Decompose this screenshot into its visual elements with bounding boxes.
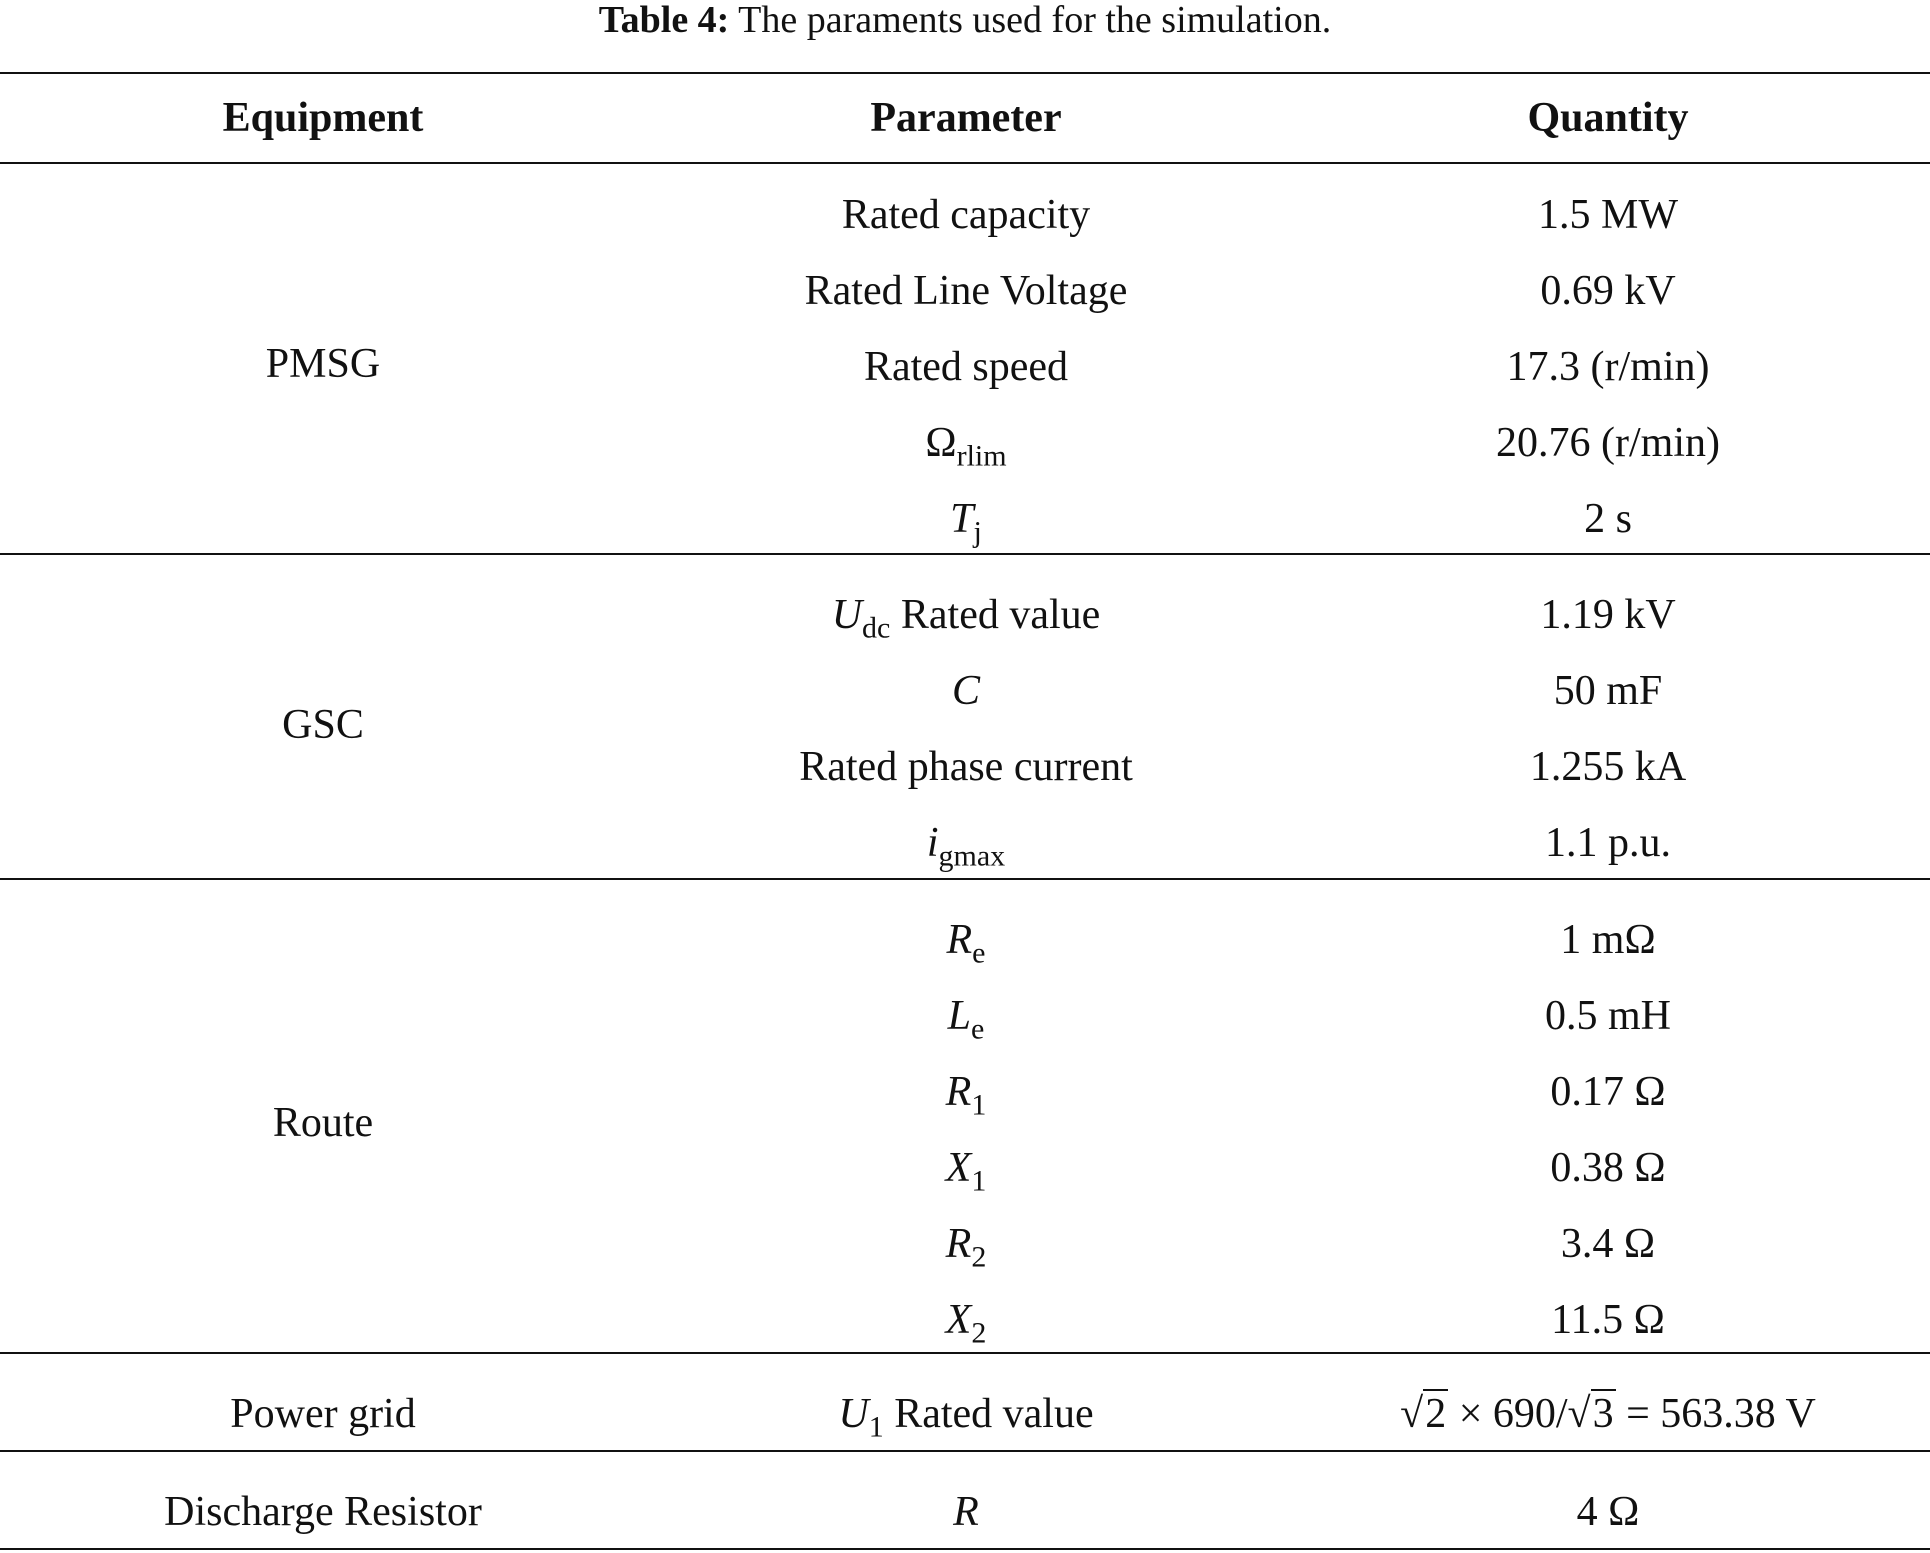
formula-tail: = 563.38 V: [1615, 1391, 1816, 1437]
table-row: [0, 1295, 1930, 1350]
table-row: [0, 1389, 1930, 1444]
subscript-j: j: [973, 515, 982, 549]
value-c: 50 mF: [1553, 668, 1663, 714]
power-grid-rule: [0, 1450, 1930, 1452]
param-r2: [646, 1219, 1286, 1274]
value-re: 1 mΩ: [1560, 917, 1656, 963]
caption-label: Table 4:: [598, 0, 730, 41]
udc-suffix: Rated value: [890, 592, 1101, 638]
symbol-t: T: [950, 496, 974, 542]
table-row: [0, 818, 1930, 873]
top-rule: [0, 72, 1930, 74]
subscript-gmax: gmax: [938, 839, 1006, 873]
param-tj: [646, 494, 1286, 549]
symbol-r: R: [946, 917, 973, 963]
param-rated-line-voltage: Rated Line Voltage: [804, 268, 1128, 314]
group-power-grid: Power grid: [230, 1391, 416, 1437]
subscript-e: e: [972, 936, 986, 970]
subscript-1: 1: [868, 1410, 884, 1444]
param-re: [646, 915, 1286, 970]
value-omega-rlim: 20.76 (r/min): [1496, 420, 1720, 466]
value-rated-capacity: 1.5 MW: [1538, 192, 1678, 238]
value-u1: [1286, 1389, 1930, 1439]
bottom-rule: [0, 1548, 1930, 1550]
table-row: [0, 342, 1930, 392]
value-x2: 11.5 Ω: [1551, 1297, 1665, 1343]
gsc-rule: [0, 878, 1930, 880]
symbol-i: i: [926, 820, 939, 866]
symbol-omega: Ω: [925, 420, 957, 466]
table-row: [0, 266, 1930, 316]
subscript-rlim: rlim: [956, 439, 1007, 473]
radicand-2: 2: [1425, 1391, 1447, 1437]
value-rated-line-voltage: 0.69 kV: [1540, 268, 1676, 314]
table-row: [0, 418, 1930, 473]
symbol-r: R: [945, 1069, 972, 1115]
group-discharge-resistor: Discharge Resistor: [164, 1489, 482, 1535]
table-row: [0, 590, 1930, 645]
subscript-1: 1: [971, 1088, 987, 1122]
table-header: [0, 93, 1930, 143]
group-pmsg: PMSG: [265, 341, 381, 387]
symbol-c: C: [951, 668, 980, 714]
symbol-l: L: [947, 993, 972, 1039]
param-omega-rlim: [646, 418, 1286, 473]
table-row: [0, 915, 1930, 970]
value-udc: 1.19 kV: [1540, 592, 1676, 638]
subscript-dc: dc: [862, 611, 891, 645]
param-rated-speed: Rated speed: [863, 344, 1069, 390]
value-rated-speed: 17.3 (r/min): [1506, 344, 1710, 390]
table-row: [0, 666, 1930, 716]
symbol-r: R: [953, 1489, 979, 1535]
subscript-2: 2: [971, 1316, 987, 1350]
symbol-u: U: [838, 1391, 869, 1437]
param-le: [646, 991, 1286, 1046]
table-row: [0, 742, 1930, 792]
header-quantity: Quantity: [1527, 95, 1689, 141]
param-u1: [646, 1389, 1286, 1444]
table-caption: [0, 0, 1930, 40]
value-x1: 0.38 Ω: [1550, 1145, 1666, 1191]
subscript-1: 1: [971, 1164, 987, 1198]
value-rated-phase-current: 1.255 kA: [1529, 744, 1687, 790]
table-row: [0, 190, 1930, 240]
value-tj: 2 s: [1584, 496, 1632, 542]
value-r1: 0.17 Ω: [1550, 1069, 1666, 1115]
header-equipment: Equipment: [222, 95, 424, 141]
sqrt-sign: √: [1567, 1391, 1591, 1437]
param-rated-phase-current: Rated phase current: [799, 744, 1133, 790]
table-row: [0, 494, 1930, 549]
table-row: [0, 1487, 1930, 1537]
caption-text: The paraments used for the simulation.: [729, 0, 1332, 41]
radicand-3: 3: [1592, 1391, 1614, 1437]
sqrt-sign: √: [1400, 1391, 1424, 1437]
group-gsc: GSC: [282, 702, 364, 748]
subscript-e: e: [971, 1012, 985, 1046]
param-rated-capacity: Rated capacity: [841, 192, 1091, 238]
group-route: Route: [272, 1100, 374, 1146]
header-rule: [0, 162, 1930, 164]
table-row: [0, 1067, 1930, 1122]
formula-middle: × 690/: [1448, 1391, 1568, 1437]
table-row: [0, 991, 1930, 1046]
param-r: [646, 1487, 1286, 1537]
param-r1: [646, 1067, 1286, 1122]
sqrt-2: [1400, 1389, 1448, 1439]
param-x2: [646, 1295, 1286, 1350]
table-row: [0, 1143, 1930, 1198]
value-r: 4 Ω: [1576, 1489, 1640, 1535]
symbol-x: X: [945, 1145, 972, 1191]
symbol-u: U: [831, 592, 863, 638]
symbol-x: X: [945, 1297, 972, 1343]
param-udc: [646, 590, 1286, 645]
param-c: [646, 666, 1286, 716]
header-parameter: Parameter: [870, 95, 1062, 141]
subscript-2: 2: [971, 1240, 987, 1274]
value-le: 0.5 mH: [1545, 993, 1671, 1039]
sqrt-3: [1568, 1389, 1616, 1439]
pmsg-rule: [0, 553, 1930, 555]
param-igmax: [646, 818, 1286, 873]
symbol-r: R: [945, 1221, 972, 1267]
param-x1: [646, 1143, 1286, 1198]
route-rule: [0, 1352, 1930, 1354]
value-igmax: 1.1 p.u.: [1545, 820, 1671, 866]
u1-suffix: Rated value: [883, 1391, 1094, 1437]
table-row: [0, 1219, 1930, 1274]
value-r2: 3.4 Ω: [1560, 1221, 1656, 1267]
